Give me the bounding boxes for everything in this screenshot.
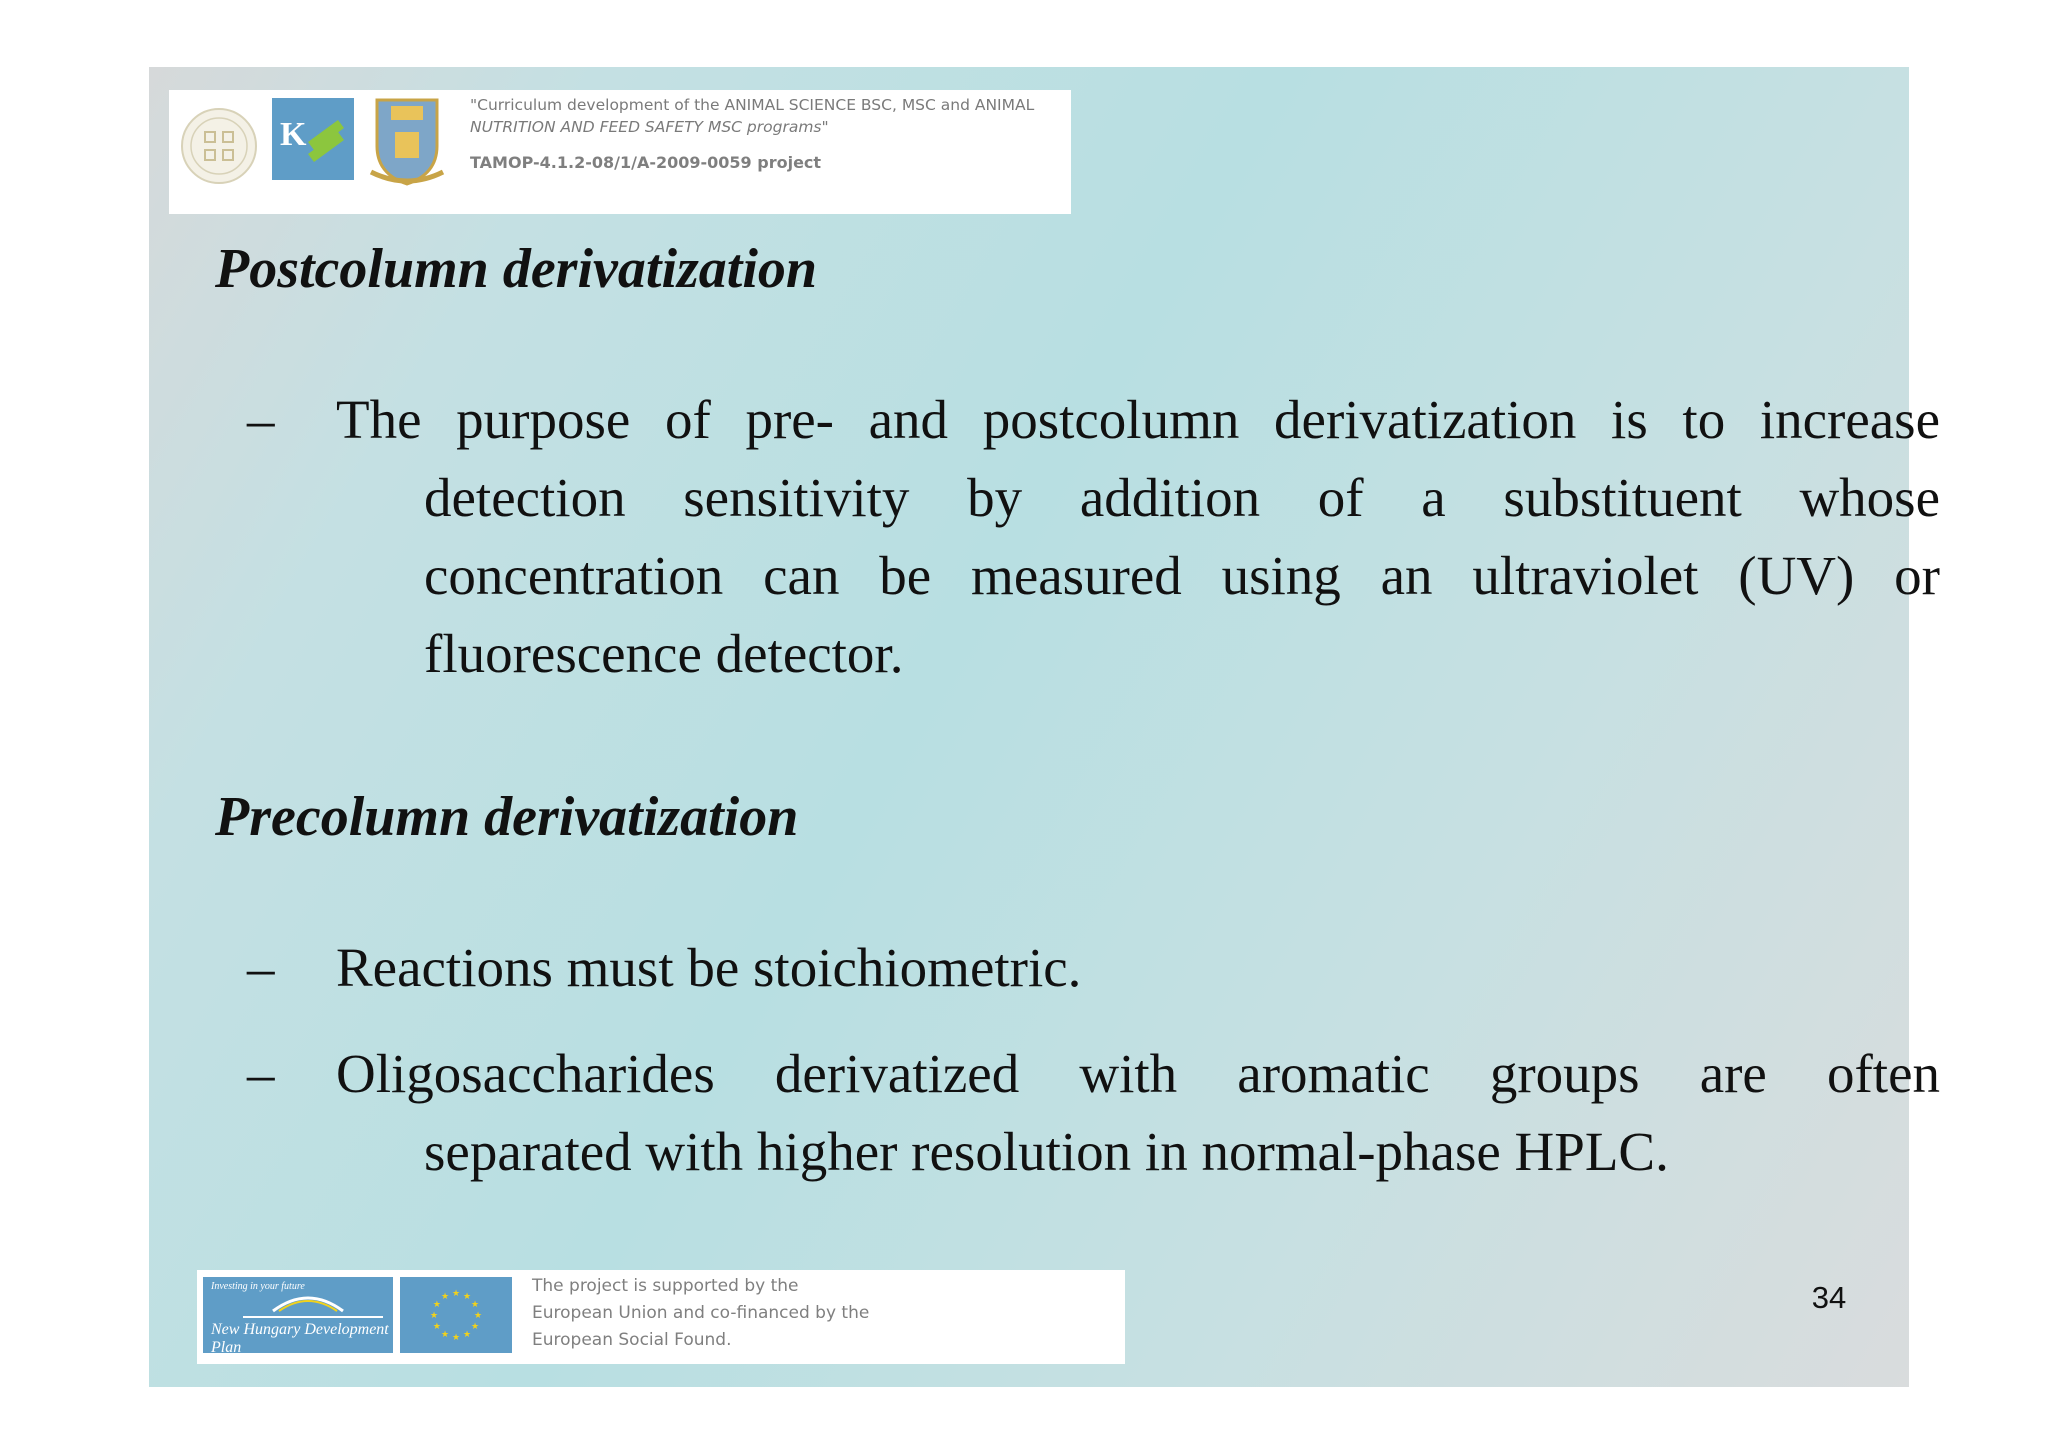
new-hungary-development-plan-logo	[203, 1277, 393, 1356]
bullet-first-line: The purpose of pre- and postcolumn derivatization is to increase	[336, 389, 1940, 450]
bullet-text	[336, 1035, 1940, 1191]
k-logo-letter: K	[280, 116, 307, 153]
bullet-text	[336, 929, 1940, 1007]
footer-line2: European Union and co-financed by the	[532, 1303, 870, 1323]
eu-star-icon: ★	[471, 1321, 480, 1331]
eu-star-icon: ★	[462, 1290, 472, 1301]
header-project-code: TAMOP-4.1.2-08/1/A-2009-0059 project	[470, 153, 822, 172]
eu-star-icon: ★	[451, 1288, 461, 1298]
eu-star-icon: ★	[432, 1299, 441, 1309]
footer-line3: European Social Found.	[532, 1330, 732, 1350]
eu-star-icon: ★	[429, 1310, 439, 1320]
footer-banner	[197, 1270, 1125, 1364]
slide	[149, 67, 1940, 1387]
header-title-line1: "Curriculum development of the ANIMAL SCIENCE BSC, MSC and ANIMAL	[470, 96, 1035, 114]
page-number: 34	[1811, 1280, 1847, 1315]
logo-tagline: Investing in your future	[211, 1281, 305, 1292]
eu-star-icon: ★	[451, 1332, 461, 1342]
logo-name: New Hungary Development Plan	[211, 1321, 389, 1356]
bullet-dash: –	[247, 389, 275, 450]
bullet-first-line: Reactions must be stoichiometric.	[336, 937, 1082, 998]
bullet-reactions	[247, 929, 1940, 1009]
header-banner	[169, 90, 1071, 214]
bullet-dash: –	[247, 1043, 275, 1104]
eu-star-icon: ★	[473, 1310, 483, 1320]
section-heading-postcolumn: Postcolumn derivatization	[215, 238, 818, 300]
bullet-dash: –	[247, 937, 275, 998]
bullet-continuation: separated with higher resolution in normal-phase HPLC.	[424, 1121, 1669, 1182]
shield-crest-logo	[367, 94, 447, 188]
bullet-first-line: Oligosaccharides derivatized with aromatic groups are often	[336, 1043, 1940, 1104]
k-logo	[272, 98, 354, 180]
eu-star-icon: ★	[471, 1299, 480, 1309]
eu-star-icon: ★	[440, 1290, 450, 1301]
eu-star-icon: ★	[462, 1329, 472, 1340]
footer-line1: The project is supported by the	[532, 1276, 799, 1296]
eu-star-icon: ★	[440, 1329, 450, 1340]
footer-text	[532, 1273, 1112, 1354]
eu-star-icon: ★	[432, 1321, 441, 1331]
university-seal-logo	[179, 96, 259, 196]
header-text	[470, 94, 1070, 174]
section-heading-precolumn: Precolumn derivatization	[215, 786, 799, 848]
bullet-continuation: detection sensitivity by addition of a substituent whose concentration can be measured using an ultraviolet (UV) or fluorescence detector.	[424, 467, 1940, 684]
bullet-postcolumn-purpose	[247, 381, 1940, 701]
header-title-line2: NUTRITION AND FEED SAFETY MSC programs"	[470, 118, 829, 136]
eu-flag-logo	[400, 1277, 512, 1353]
bullet-oligosaccharides	[247, 1035, 1940, 1195]
bullet-text	[336, 381, 1940, 693]
